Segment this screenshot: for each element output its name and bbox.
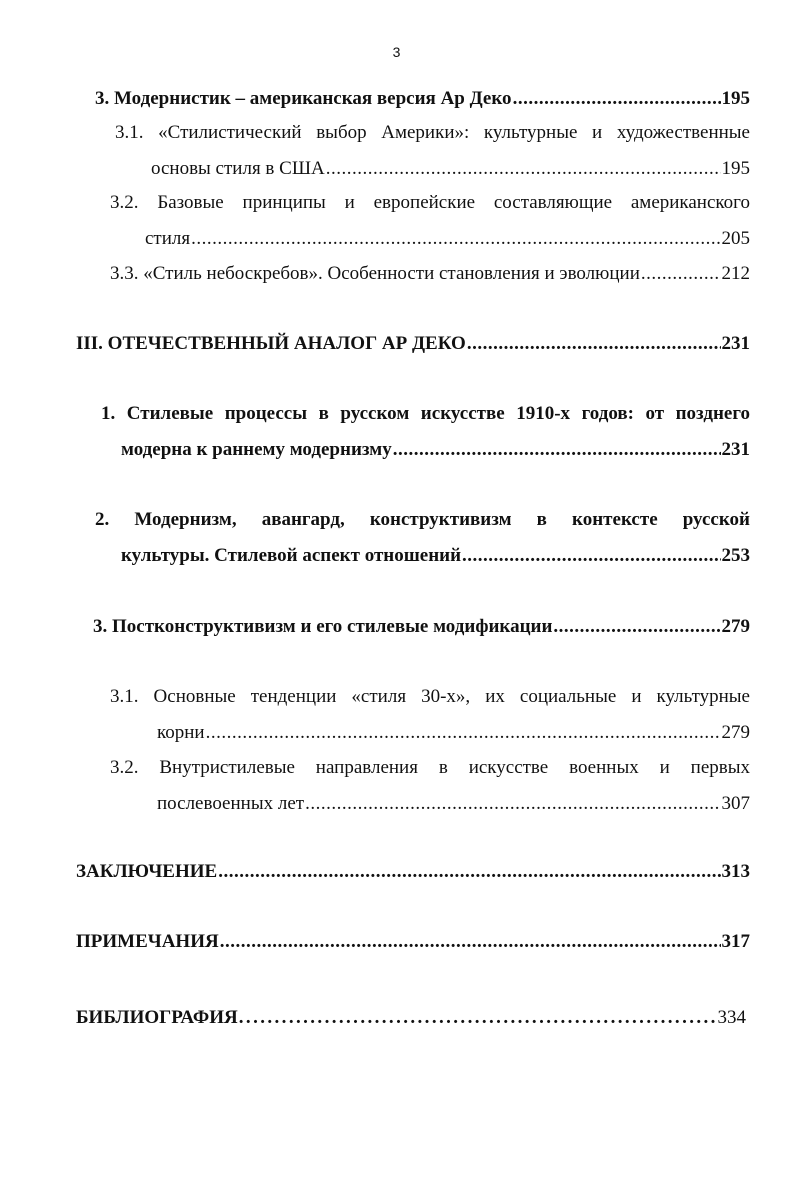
toc-dot-leader	[552, 617, 720, 637]
toc-entry-main-tendencies[interactable]	[110, 687, 750, 743]
toc-dot-leader	[466, 334, 721, 354]
toc-entry-conclusion[interactable]	[76, 862, 750, 882]
toc-entry-title: III. ОТЕЧЕСТВЕННЫЙ АНАЛОГ АР ДЕКО	[76, 333, 466, 354]
toc-page-number: 334	[717, 1007, 746, 1028]
toc-entry-title: модерна к раннему модернизму	[121, 439, 392, 460]
toc-entry-basic-principles[interactable]	[110, 193, 750, 249]
toc-entry-title-line1: 3.2. Внутристилевые направления в искусстве военных и первых	[110, 757, 750, 778]
toc-entry-bibliography[interactable]	[76, 1008, 746, 1028]
toc-dot-leader	[304, 794, 720, 814]
toc-entry-stylistic-choice[interactable]	[115, 123, 750, 179]
toc-page-number: 307	[721, 793, 750, 814]
toc-dot-leader	[461, 546, 720, 566]
toc-entry-chapter-3[interactable]	[76, 334, 750, 354]
toc-entry-notes[interactable]	[76, 932, 750, 952]
toc-entry-postconstructivism[interactable]	[93, 617, 750, 637]
toc-entry-title: культуры. Стилевой аспект отношений	[121, 545, 462, 566]
toc-entry-modernism-avantgarde[interactable]	[95, 510, 750, 566]
toc-page-number: 279	[721, 722, 750, 743]
toc-page-number: 231	[721, 333, 750, 354]
toc-page-number: 212	[721, 263, 750, 284]
toc-entry-title-line1: 1. Стилевые процессы в русском искусстве 1910-х годов: от позднего	[101, 403, 750, 424]
toc-dot-leader	[512, 89, 721, 109]
toc-entry-title: ЗАКЛЮЧЕНИЕ	[76, 861, 218, 882]
toc-entry-title: корни	[157, 722, 205, 743]
toc-entry-title-line1: 3.2. Базовые принципы и европейские составляющие американского	[110, 192, 750, 213]
toc-entry-modernistik[interactable]	[95, 89, 750, 109]
page-number: 3	[392, 44, 401, 60]
toc-entry-title: БИБЛИОГРАФИЯ	[76, 1007, 238, 1028]
toc-dot-leader	[325, 159, 721, 179]
toc-page-number: 195	[721, 88, 750, 109]
toc-page-number: 313	[721, 861, 750, 882]
toc-dot-leader	[392, 440, 721, 460]
toc-entry-title: 3.3. «Стиль небоскребов». Особенности становления и эволюции	[110, 263, 640, 284]
toc-dot-leader	[640, 264, 721, 284]
toc-entry-title: основы стиля в США	[151, 158, 325, 179]
toc-page-number: 317	[721, 931, 750, 952]
toc-entry-title-line1: 3.1. Основные тенденции «стиля 30-х», их социальные и культурные	[110, 686, 750, 707]
toc-entry-style-processes[interactable]	[101, 404, 750, 460]
toc-page-number: 231	[721, 439, 750, 460]
toc-page-number: 279	[721, 616, 750, 637]
toc-entry-war-years[interactable]	[110, 758, 750, 814]
toc-dot-leader	[217, 862, 720, 882]
toc-entry-title: ПРИМЕЧАНИЯ	[76, 931, 219, 952]
toc-entry-skyscraper-style[interactable]	[110, 264, 750, 284]
toc-page-number: 205	[721, 228, 750, 249]
toc-entry-title: стиля	[145, 228, 191, 249]
toc-dot-leader	[190, 229, 720, 249]
toc-dot-leader	[219, 932, 721, 952]
toc-entry-title: послевоенных лет	[157, 793, 305, 814]
toc-entry-title: 3. Постконструктивизм и его стилевые модификации	[93, 616, 553, 637]
toc-dot-leader	[238, 1008, 717, 1028]
toc-entry-title-line1: 3.1. «Стилистический выбор Америки»: культурные и художественные	[115, 122, 750, 143]
toc-dot-leader	[205, 723, 721, 743]
toc-page-number: 195	[721, 158, 750, 179]
toc-entry-title: 3. Модернистик – американская версия Ар Деко	[95, 88, 512, 109]
toc-page-number: 253	[721, 545, 750, 566]
toc-entry-title-line1: 2. Модернизм, авангард, конструктивизм в контексте русской	[95, 509, 750, 530]
